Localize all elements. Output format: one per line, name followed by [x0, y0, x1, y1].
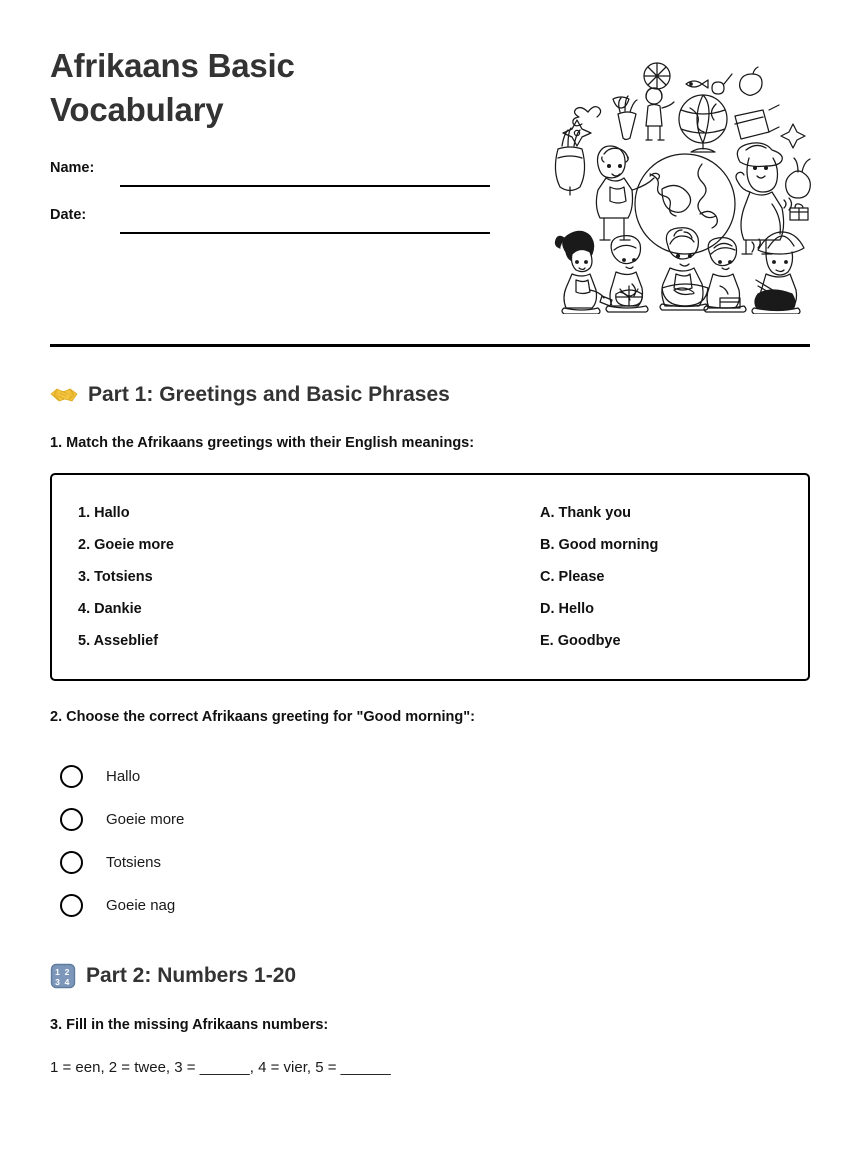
- option-totsiens[interactable]: [50, 841, 810, 884]
- header-left-block: [50, 44, 480, 254]
- date-field-writing-line[interactable]: [120, 232, 490, 234]
- match-right-item[interactable]: C. Please: [540, 569, 605, 585]
- match-left-item[interactable]: 5. Asseblief: [78, 633, 159, 649]
- prop-butterfly-icon: [573, 107, 601, 126]
- prop-fish-icon: [686, 80, 708, 88]
- option-goeie-nag[interactable]: [50, 884, 810, 927]
- option-hallo[interactable]: [50, 755, 810, 798]
- prop-ladle-icon: [712, 74, 732, 94]
- prop-wheat-bundle-icon: [555, 128, 584, 195]
- svg-text:4: 4: [64, 977, 70, 987]
- radio-button-icon[interactable]: [60, 765, 83, 788]
- question-2-options: [50, 755, 810, 927]
- svg-text:3: 3: [55, 977, 60, 987]
- child-left-standing: [596, 146, 659, 240]
- question-3-prompt: 3. Fill in the missing Afrikaans numbers:: [50, 1017, 329, 1033]
- child-seated-3: [660, 228, 708, 310]
- match-right-item[interactable]: D. Hello: [540, 601, 594, 617]
- table-row: [78, 505, 782, 521]
- match-left-item[interactable]: 3. Totsiens: [78, 569, 153, 585]
- prop-drum-icon: [735, 105, 779, 139]
- prop-globe-stand-icon: [679, 95, 727, 152]
- section-title-part-1: Part 1: Greetings and Basic Phrases: [88, 383, 450, 406]
- match-left-item[interactable]: 1. Hallo: [78, 505, 130, 521]
- prop-star-icon: [781, 124, 805, 148]
- prop-flower-icon: [563, 120, 591, 146]
- section-heading-part-1: [50, 383, 810, 407]
- name-field-label: Name:: [50, 160, 95, 176]
- match-right-item[interactable]: B. Good morning: [540, 537, 659, 553]
- student-fields: [50, 160, 480, 254]
- section-heading-part-2: [50, 963, 810, 989]
- question-1-prompt: 1. Match the Afrikaans greetings with their English meanings:: [50, 435, 475, 451]
- name-field-writing-line[interactable]: [120, 185, 490, 187]
- match-left-item[interactable]: 2. Goeie more: [78, 537, 174, 553]
- children-globe-illustration: [550, 54, 820, 314]
- option-label: Totsiens: [106, 854, 162, 871]
- header-divider: [50, 344, 810, 347]
- option-label: Goeie more: [106, 811, 185, 828]
- option-label: Hallo: [106, 768, 141, 785]
- child-right-hat: [736, 143, 792, 254]
- radio-button-icon[interactable]: [60, 894, 83, 917]
- prop-melon-icon: [616, 286, 642, 306]
- table-row: [78, 633, 782, 649]
- radio-button-icon[interactable]: [60, 808, 83, 831]
- worksheet-header: [50, 0, 810, 314]
- table-row: [78, 569, 782, 585]
- radio-button-icon[interactable]: [60, 851, 83, 874]
- section-title-part-2: Part 2: Numbers 1-20: [86, 964, 297, 987]
- option-label: Goeie nag: [106, 897, 176, 914]
- date-field-label: Date:: [50, 207, 87, 223]
- prop-mango-icon: [740, 67, 762, 95]
- prop-standing-child-icon: [646, 88, 674, 140]
- svg-text:1: 1: [55, 967, 60, 977]
- match-right-item[interactable]: E. Goodbye: [540, 633, 621, 649]
- name-field-row: [50, 160, 480, 207]
- question-2-prompt: 2. Choose the correct Afrikaans greeting for "Good morning":: [50, 709, 475, 725]
- page-title: Afrikaans Basic Vocabulary: [50, 47, 295, 128]
- prop-wheel-globe-icon: [644, 63, 670, 89]
- table-row: [78, 537, 782, 553]
- table-row: [78, 601, 782, 617]
- prop-gift-icon: [790, 204, 808, 220]
- input-numbers-icon: [50, 963, 76, 989]
- prop-onion-icon: [786, 158, 811, 198]
- date-field-row: [50, 207, 480, 254]
- child-seated-5: [752, 232, 804, 314]
- option-goeie-more[interactable]: [50, 798, 810, 841]
- handshake-icon: [50, 384, 78, 406]
- matching-exercise-box: [50, 473, 810, 681]
- child-seated-1: [556, 231, 613, 314]
- match-left-item[interactable]: 4. Dankie: [78, 601, 142, 617]
- svg-text:2: 2: [64, 967, 70, 977]
- match-right-item[interactable]: A. Thank you: [540, 505, 632, 521]
- center-globe: [635, 154, 735, 254]
- question-3-fill-in-line[interactable]: 1 = een, 2 = twee, 3 = ______, 4 = vier, 5 = ______: [50, 1059, 391, 1076]
